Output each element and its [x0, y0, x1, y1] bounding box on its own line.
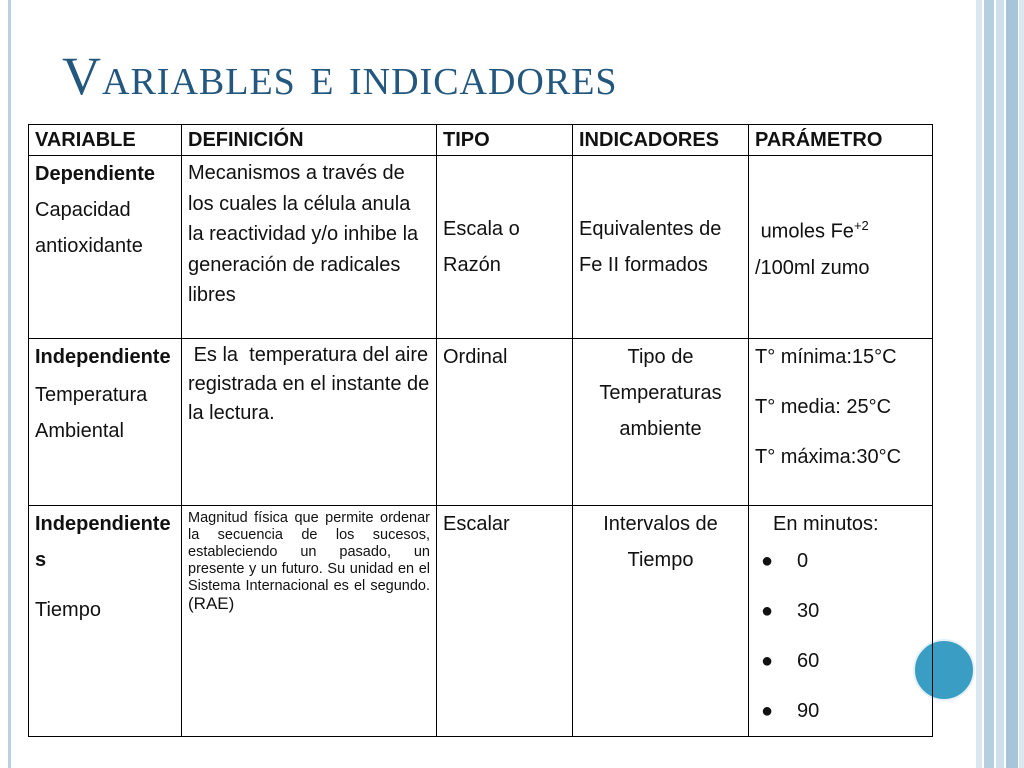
- definition-text: [188, 339, 435, 428]
- parametro-text: [755, 208, 926, 286]
- definition-text: [188, 506, 430, 614]
- tipo-cell: [437, 506, 573, 737]
- table-row: [29, 156, 933, 339]
- header-parametro: PARÁMETRO: [749, 125, 933, 156]
- list-item-text: 90: [797, 700, 820, 722]
- list-item-text: 30: [797, 600, 820, 622]
- indicador-text: Intervalos de Tiempo: [603, 513, 718, 571]
- parametro-line: T° mínima:15°C: [755, 346, 897, 368]
- parametro-unit-denominator: /100ml zumo: [755, 256, 870, 279]
- variable-kind: Dependiente: [35, 163, 156, 185]
- definition-text: Mecanismos a través de los cuales la célula anula la reactividad y/o inhibe la generación de radicales libres: [188, 162, 419, 306]
- variable-cell: [29, 506, 182, 737]
- tipo-text: Ordinal: [443, 346, 508, 368]
- table-row: [29, 339, 933, 506]
- bullet-icon: ●: [761, 700, 774, 722]
- indicador-cell: [573, 506, 749, 737]
- list-item-text: 0: [797, 550, 809, 572]
- variable-kind: Independiente: [35, 346, 171, 368]
- variable-name: Temperatura Ambiental: [35, 384, 148, 442]
- header-indicadores: INDICADORES: [573, 125, 749, 156]
- tipo-text: Escala o Razón: [443, 218, 520, 276]
- left-decorative-line: [8, 0, 11, 768]
- variables-table: [28, 124, 933, 737]
- indicador-cell: [573, 339, 749, 506]
- list-item-text: 60: [797, 650, 820, 672]
- tipo-text: Escalar: [443, 513, 510, 535]
- tipo-cell: [437, 156, 573, 339]
- parametro-list: [755, 536, 926, 736]
- indicador-text: Equivalentes de Fe II formados: [579, 218, 722, 276]
- parametro-line: T° media: 25°C: [755, 396, 892, 418]
- variable-cell: [29, 156, 182, 339]
- definition-content: Magnitud física que permite ordenar la secuencia de los sucesos, estableciendo un pasado, un presente y un futuro. Su unidad en el Sistema Internacional es el segundo.: [188, 510, 430, 594]
- table-header-row: [29, 125, 933, 156]
- definition-reference: (RAE): [188, 594, 235, 613]
- bullet-icon: ●: [761, 550, 774, 572]
- list-item: [755, 536, 926, 586]
- definition-cell: [182, 156, 437, 339]
- bullet-icon: ●: [761, 650, 774, 672]
- parametro-superscript: +2: [853, 218, 869, 234]
- parametro-cell: [749, 339, 933, 506]
- tipo-cell: [437, 339, 573, 506]
- variable-cell: [29, 339, 182, 506]
- header-tipo: TIPO: [437, 125, 573, 156]
- parametro-title: En minutos:: [773, 513, 879, 535]
- parametro-cell: [749, 156, 933, 339]
- list-item: [755, 586, 926, 636]
- definition-content: Es la temperatura del aire registrada en el instante de la lectura.: [188, 344, 435, 424]
- slide-title: Variables e indicadores: [62, 46, 618, 106]
- header-definicion: DEFINICIÓN: [182, 125, 437, 156]
- header-variable: VARIABLE: [29, 125, 182, 156]
- indicador-text: Tipo de Temperaturas ambiente: [599, 346, 722, 440]
- parametro-cell: [749, 506, 933, 737]
- indicador-cell: [573, 156, 749, 339]
- bullet-icon: ●: [761, 600, 774, 622]
- right-decorative-bars: [976, 0, 1024, 768]
- list-item: [755, 636, 926, 686]
- variable-name: Tiempo: [35, 599, 101, 621]
- list-item: [755, 686, 926, 736]
- table-row: [29, 506, 933, 737]
- definition-cell: [182, 506, 437, 737]
- parametro-unit: umoles Fe: [760, 220, 854, 243]
- variable-kind: Independientes: [35, 513, 171, 571]
- parametro-line: T° máxima:30°C: [755, 446, 902, 468]
- definition-cell: [182, 339, 437, 506]
- variable-name: Capacidad antioxidante: [35, 199, 143, 257]
